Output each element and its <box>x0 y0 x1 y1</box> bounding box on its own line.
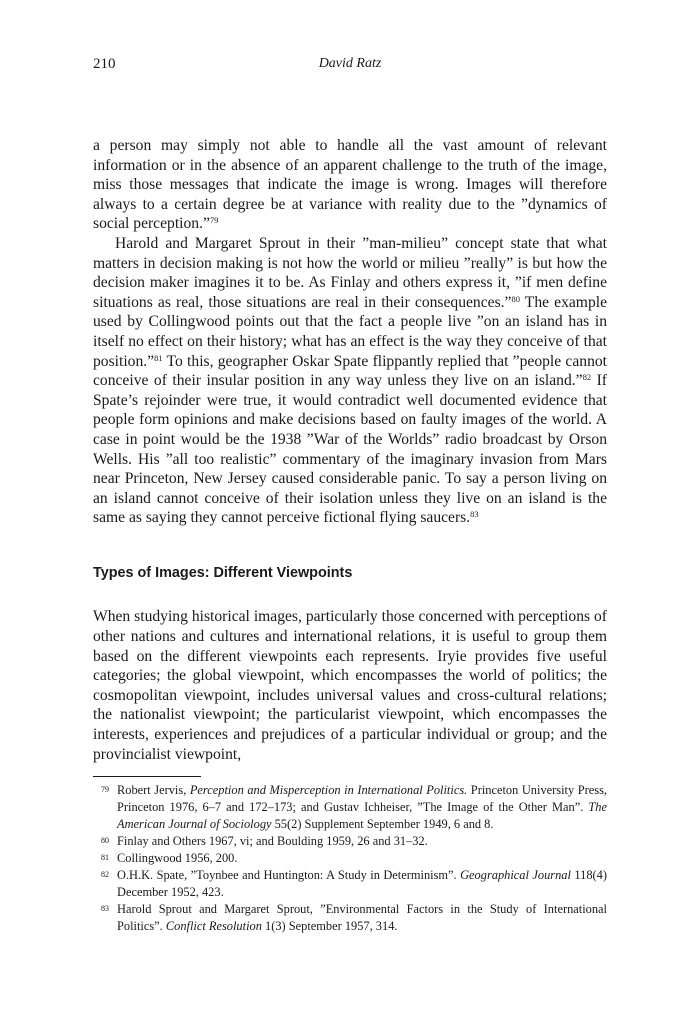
footnote-ref[interactable]: 80 <box>511 293 520 304</box>
body-text <box>93 136 607 764</box>
paragraph: Harold and Margaret Sprout in their ”man-milieu” concept state that what matters in decision making is not how the world or milieu ”really” is but how the decision maker imagines it to be. As Finlay and others express it, ”if men define situations as real, those situations are real in their consequences.”$^{80}$ The example used by Collingwood points out that the fact a people live ”on an island has in itself no effect on their history; what has an effect is the way they conceive of that position.”$^{81}$ To this, geographer Oskar Spate flippantly replied that ”people cannot conceive of their insular position in any way unless they live on an island.”$^{82}$ If Spate’s rejoinder were true, it would contradict well documented evidence that people form opinions and make decisions based on faulty images of the world. A case in point would be the 1938 ”War of the Worlds” radio broadcast by Orson Wells. His ”all too realistic” commentary of the imaginary invasion from Mars near Princeton, New Jersey caused considerable panic. To say a person living on an island cannot conceive of their isolation unless they live on an island is the same as saying they cannot perceive fictional flying saucers.$^{83}$ <box>93 234 607 527</box>
footnote-number: 82 <box>101 870 109 879</box>
running-head: David Ratz <box>318 56 382 71</box>
footnote: 80 Finlay and Others 1967, vi; and Boulding 1959, 26 and 31–32. <box>101 834 428 848</box>
footnote: 81 Collingwood 1956, 200. <box>101 851 238 865</box>
footnote-divider <box>93 776 201 777</box>
footnote-ref[interactable]: 83 <box>470 509 479 520</box>
page-header <box>93 56 607 76</box>
footnote: 83 Harold Sprout and Margaret Sprout, ”Environmental Factors in the Study of International Politics”. Conflict Resolution 1(3) September 1957, 314. <box>101 902 607 933</box>
footnote-number: 83 <box>101 904 109 913</box>
footnote: 82 O.H.K. Spate, ”Toynbee and Huntington: A Study in Determinism”. Geographical Journal 118(4) December 1952, 423. <box>101 868 607 899</box>
footnote-ref[interactable]: 82 <box>582 372 592 383</box>
footnote-ref[interactable]: 79 <box>209 215 219 226</box>
footnotes <box>93 782 607 935</box>
footnote: 79 Robert Jervis, Perception and Misperception in International Politics. Princeton University Press, Princeton 1976, 6–7 and 172–173; and Gustav Ichheiser, ”The Image of the Other Man”. The American Journal of Sociology 55(2) Supplement September 1949, 6 and 8. <box>101 783 607 831</box>
footnote-ref[interactable]: 81 <box>154 352 163 363</box>
page-number: 210 <box>93 56 116 72</box>
section-heading: Types of Images: Different Viewpoints <box>93 564 353 581</box>
footnote-number: 79 <box>101 785 109 794</box>
paragraph: a person may simply not able to handle all the vast amount of relevant information or in the absence of an apparent challenge to the truth of the image, miss those messages that indicate the image is wrong. Images will therefore always to a certain degree be at variance with reality due to the ”dynamics of social perception.”$^{79}$ <box>93 137 607 233</box>
footnote-number: 80 <box>101 836 109 845</box>
paragraph: When studying historical images, particularly those concerned with perceptions of other nations and cultures and international relations, it is useful to group them based on the different viewpoints each represents. Iryie provides five useful categories; the global viewpoint, which encompasses the world of politics; the cosmopolitan viewpoint, includes universal values and cross-cultural relations; the nationalist viewpoint; the particularist viewpoint, which encompasses the interests, experiences and prejudices of a particular individual or group; and the provincialist viewpoint, <box>93 608 607 763</box>
footnote-number: 81 <box>101 853 109 862</box>
